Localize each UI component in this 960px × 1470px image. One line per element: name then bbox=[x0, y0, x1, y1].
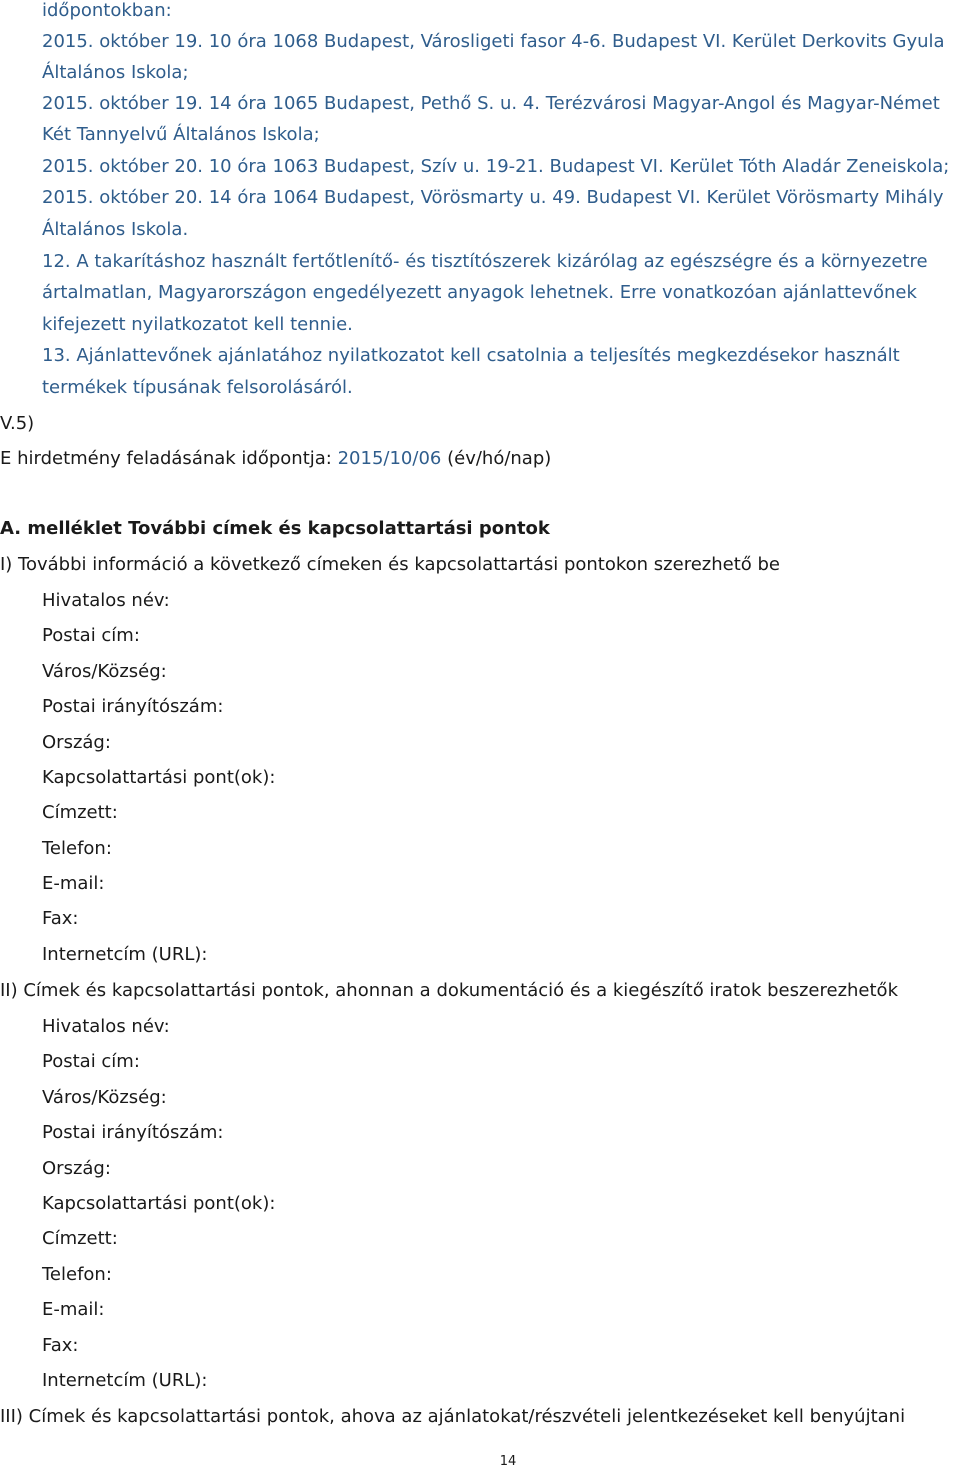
section-v5-heading: V.5) bbox=[0, 413, 35, 434]
field-label-postal-address: Postai cím: bbox=[42, 1051, 140, 1072]
field-label-town: Város/Község: bbox=[42, 1087, 167, 1108]
field-label-town: Város/Község: bbox=[42, 661, 167, 682]
continuation-line: 2015. október 20. 14 óra 1064 Budapest, Vörösmarty u. 49. Budapest VI. Kerület Vörösmarty Mihály bbox=[42, 187, 944, 208]
field-label-country: Ország: bbox=[42, 1158, 111, 1179]
field-label-telephone: Telefon: bbox=[42, 1264, 112, 1285]
field-label-url: Internetcím (URL): bbox=[42, 944, 208, 965]
field-label-fax: Fax: bbox=[42, 908, 79, 929]
annex-title: A. melléklet További címek és kapcsolattartási pontok bbox=[0, 518, 550, 539]
field-label-contact-points: Kapcsolattartási pont(ok): bbox=[42, 767, 276, 788]
field-label-url: Internetcím (URL): bbox=[42, 1370, 208, 1391]
continuation-line: Két Tannyelvű Általános Iskola; bbox=[42, 124, 320, 145]
field-label-email: E-mail: bbox=[42, 1299, 105, 1320]
annex-part3-heading: III) Címek és kapcsolattartási pontok, ahova az ajánlatokat/részvételi jelentkezéseket kell benyújtani bbox=[0, 1406, 906, 1427]
field-label-official-name: Hivatalos név: bbox=[42, 590, 170, 611]
item-12-line: ártalmatlan, Magyarországon engedélyezett anyagok lehetnek. Erre vonatkozóan ajánlattevőnek bbox=[42, 282, 917, 303]
field-label-attention: Címzett: bbox=[42, 1228, 118, 1249]
continuation-intro: időpontokban: bbox=[42, 0, 172, 21]
field-label-official-name: Hivatalos név: bbox=[42, 1016, 170, 1037]
continuation-line: 2015. október 20. 10 óra 1063 Budapest, Szív u. 19-21. Budapest VI. Kerület Tóth Aladár Zeneiskola; bbox=[42, 156, 950, 177]
annex-part2-heading: II) Címek és kapcsolattartási pontok, ahonnan a dokumentáció és a kiegészítő iratok beszerezhetők bbox=[0, 980, 898, 1001]
field-label-fax: Fax: bbox=[42, 1335, 79, 1356]
field-label-attention: Címzett: bbox=[42, 802, 118, 823]
item-13-line: termékek típusának felsorolásáról. bbox=[42, 377, 353, 398]
publication-date-value: 2015/10/06 bbox=[337, 448, 442, 469]
publication-date-line bbox=[0, 448, 551, 470]
field-label-postal-address: Postai cím: bbox=[42, 625, 140, 646]
field-label-postal-code: Postai irányítószám: bbox=[42, 1122, 224, 1143]
publication-date-format: (év/hó/nap) bbox=[447, 448, 552, 469]
field-label-country: Ország: bbox=[42, 732, 111, 753]
annex-part1-heading: I) További információ a következő címeken és kapcsolattartási pontokon szerezhető be bbox=[0, 554, 780, 575]
item-13-line: 13. Ajánlattevőnek ajánlatához nyilatkozatot kell csatolnia a teljesítés megkezdésekor használt bbox=[42, 345, 900, 366]
item-12-line: kifejezett nyilatkozatot kell tennie. bbox=[42, 314, 353, 335]
field-label-telephone: Telefon: bbox=[42, 838, 112, 859]
continuation-line: 2015. október 19. 10 óra 1068 Budapest, Városligeti fasor 4-6. Budapest VI. Kerület Derkovits Gyula bbox=[42, 31, 945, 52]
publication-date-label: E hirdetmény feladásának időpontja: bbox=[0, 448, 332, 469]
continuation-line: Általános Iskola. bbox=[42, 219, 189, 240]
item-12-line: 12. A takarításhoz használt fertőtlenítő- és tisztítószerek kizárólag az egészségre és a környezetre bbox=[42, 251, 928, 272]
continuation-line: 2015. október 19. 14 óra 1065 Budapest, Pethő S. u. 4. Terézvárosi Magyar-Angol és Magyar-Német bbox=[42, 93, 940, 114]
field-label-postal-code: Postai irányítószám: bbox=[42, 696, 224, 717]
field-label-contact-points: Kapcsolattartási pont(ok): bbox=[42, 1193, 276, 1214]
continuation-line: Általános Iskola; bbox=[42, 62, 189, 83]
field-label-email: E-mail: bbox=[42, 873, 105, 894]
page-number: 14 bbox=[499, 1454, 517, 1469]
